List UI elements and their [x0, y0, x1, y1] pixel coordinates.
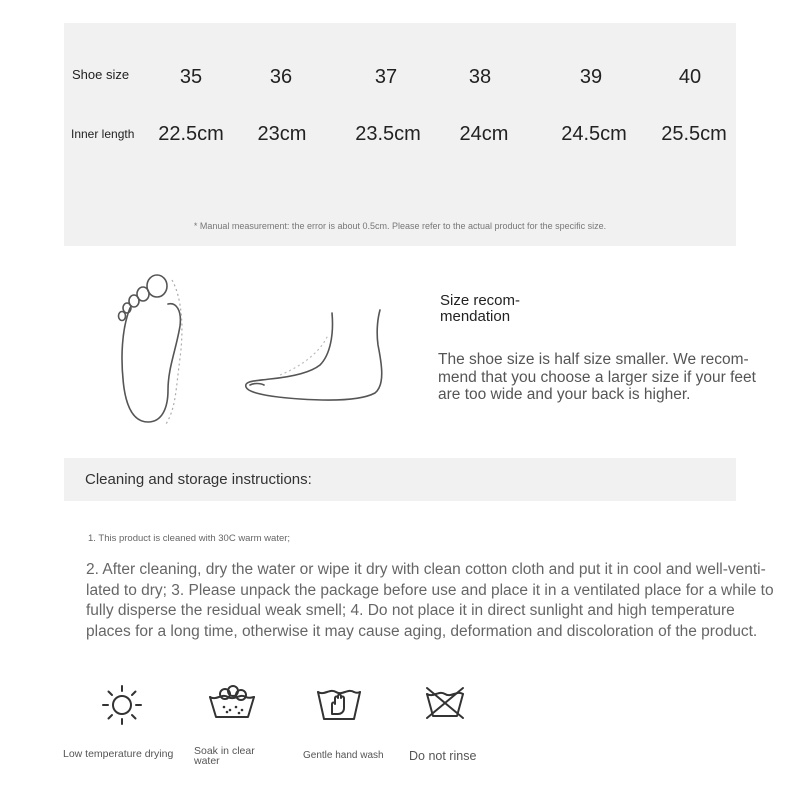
care-label-drying: Low temperature drying [63, 748, 174, 760]
size-recommendation-title [440, 293, 560, 325]
size-cell: 36 [269, 66, 293, 88]
care-label-hand-wash: Gentle hand wash [303, 750, 384, 761]
no-rinse-icon [423, 686, 467, 720]
title-line: mendation [440, 308, 511, 325]
steps-line: 2. After cleaning, dry the water or wipe it dry with clean cotton cloth and put it in cool and well-venti- [86, 561, 766, 578]
length-cell: 25.5cm [661, 123, 727, 145]
care-label-no-rinse: Do not rinse [409, 749, 477, 763]
size-cell: 37 [374, 66, 398, 88]
length-cell: 22.5cm [158, 123, 224, 145]
length-cell: 23.5cm [355, 123, 421, 145]
body-line: mend that you choose a larger size if your feet [438, 368, 756, 386]
cleaning-steps [86, 560, 796, 642]
measurement-note: * Manual measurement: the error is about 0.5cm. Please refer to the actual product for the specific size. [193, 221, 607, 231]
cleaning-header [64, 458, 736, 501]
size-cell: 40 [678, 66, 702, 88]
body-line: The shoe size is half size smaller. We recom- [438, 351, 749, 368]
label-line: water [194, 755, 220, 767]
foot-side-view-icon [240, 305, 395, 405]
title-line: Size recom- [440, 292, 521, 309]
body-line: are too wide and your back is higher. [438, 386, 691, 403]
soak-basin-icon [208, 685, 256, 721]
size-cell: 39 [579, 66, 603, 88]
shoe-size-label: Shoe size [72, 67, 130, 82]
steps-line: fully disperse the residual weak smell; 4. Do not place it in direct sunlight and high temperature [86, 602, 735, 619]
hand-wash-icon [316, 684, 362, 722]
size-cell: 35 [179, 66, 203, 88]
size-recommendation-text [438, 351, 798, 404]
steps-line: lated to dry; 3. Please unpack the package before use and place it in a ventilated place for a while to [86, 581, 774, 599]
cleaning-title: Cleaning and storage instructions: [85, 471, 312, 488]
steps-line: places for a long time, otherwise it may cause aging, deformation and discoloration of the product. [86, 622, 758, 640]
size-cell: 38 [468, 66, 492, 88]
foot-top-view-icon [110, 268, 190, 428]
inner-length-label: Inner length [71, 127, 135, 141]
sun-icon [100, 683, 144, 727]
cleaning-step-1: 1. This product is cleaned with 30C warm water; [88, 533, 291, 544]
care-label-soak [194, 746, 255, 766]
label-line: Soak in clear [194, 745, 255, 757]
length-cell: 24.5cm [561, 123, 627, 145]
length-cell: 24cm [459, 123, 509, 145]
size-table [64, 23, 736, 246]
length-cell: 23cm [257, 123, 307, 145]
